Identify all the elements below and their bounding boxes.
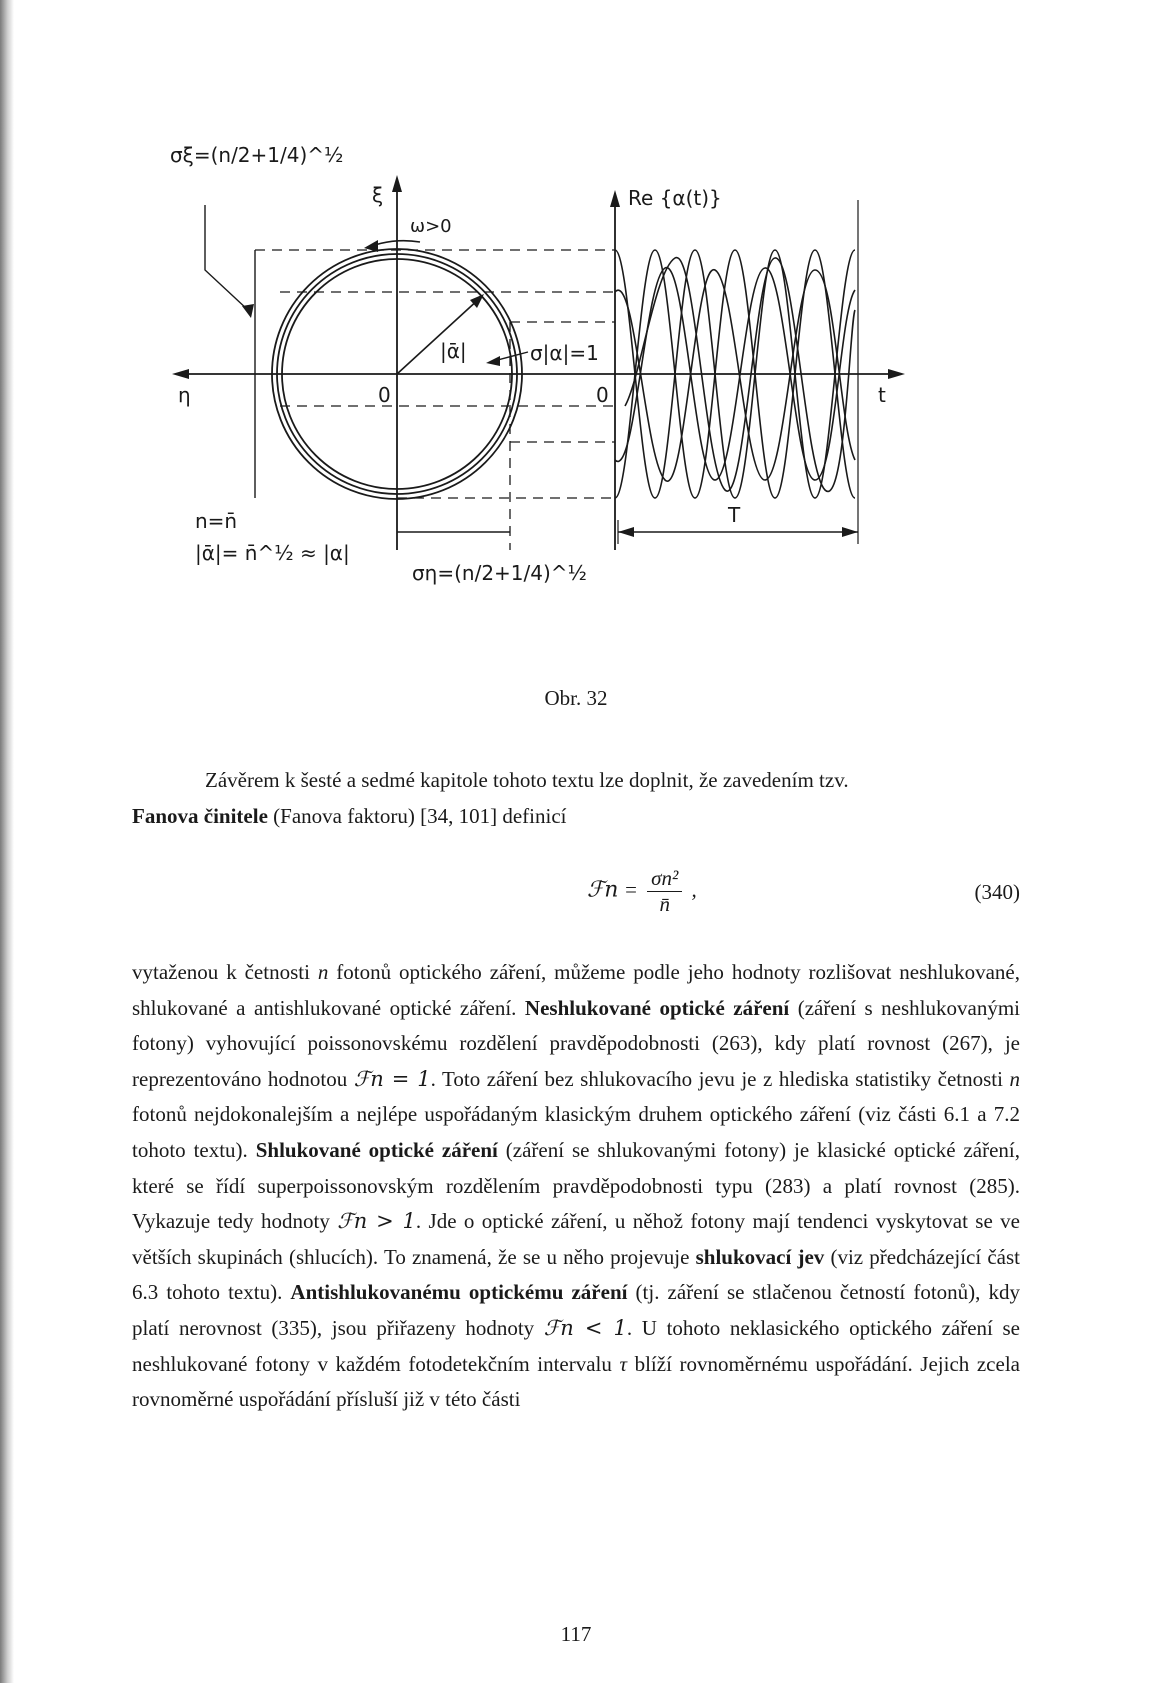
period-arrowhead-left: [618, 527, 634, 537]
re-axis-label: Re {α(t)}: [628, 186, 722, 210]
equation-body: [587, 866, 697, 917]
text-run: blíží rovnoměrnému uspořádání. Jejich zcela rovnoměrné uspořádání přísluší již v této části: [132, 1351, 1020, 1412]
eta-axis-label: η: [178, 383, 191, 407]
xi-axis-label: ξ: [372, 183, 384, 207]
radius-line: [397, 298, 480, 374]
intro-line-2: [132, 799, 1020, 835]
figure-drawing: [150, 130, 970, 690]
intro-paragraph: [132, 763, 1020, 834]
sigma-xi-arrowhead: [242, 304, 254, 318]
text-run: (záření s neshlukovanými fotony) vyhovující poissonovskému rozdělení pravděpodobnosti (263), kdy platí rovnost (267), je reprezentováno hodnotou: [132, 995, 1020, 1091]
text-run: . U tohoto neklasického optického záření se neshlukované fotony v každém fotodetekčním intervalu: [132, 1315, 1020, 1376]
text-run: . Toto záření bez shlukovacího jevu je z hlediska statistiky četnosti: [430, 1066, 1010, 1091]
text-run: (tj. záření se stlačenou četností fotonů), kdy platí nerovnost (335), jsou přiřazeny hodnoty: [132, 1280, 1020, 1340]
period-arrowhead-right: [842, 527, 858, 537]
text-run: (viz předcházející část 6.3 tohoto textu).: [132, 1244, 1021, 1305]
alpha-relation-label: |ᾱ|= n̄^½ ≈ |α|: [195, 541, 350, 565]
t-axis-label: t: [878, 383, 886, 407]
fano-greater-one: ℱn > 1: [337, 1209, 416, 1234]
origin-left-label: 0: [378, 383, 391, 407]
equation-lhs: ℱn: [587, 877, 619, 903]
fano-equal-one: ℱn = 1: [353, 1066, 431, 1091]
equation-comma: ,: [691, 877, 697, 902]
term-unbunched: Neshlukované optické záření: [524, 995, 790, 1020]
t-arrowhead: [888, 369, 905, 379]
sigma-eta-label: ση=(n/2+1/4)^½: [412, 561, 587, 585]
origin-right-label: 0: [596, 383, 609, 407]
text-run: . Jde o optické záření, u něhož fotony mají tendenci vyskytovat se ve větších skupinách (shlucích). To znamená, že se u něho projevuje: [132, 1209, 1020, 1269]
symbol-n: n: [1009, 1066, 1020, 1091]
term-bunched: Shlukované optické záření: [255, 1137, 498, 1162]
equation-fraction: [647, 866, 682, 917]
term-fano-factor: Fanova činitele: [132, 803, 268, 828]
equation-numerator: σn²: [647, 866, 682, 892]
period-label: T: [728, 503, 741, 527]
equation-340: [132, 866, 1020, 926]
omega-arrow: [372, 241, 420, 246]
intro-rest: (Fanova faktoru) [34, 101] definicí: [267, 803, 567, 828]
eta-arrowhead: [172, 369, 189, 379]
scan-edge-shadow: [0, 0, 14, 1683]
figure-32: [150, 130, 970, 690]
text-run: fotonů optického záření, můžeme podle jeho hodnoty rozlišovat neshlukované, shlukované a antishlukované optické záření.: [132, 960, 1020, 1020]
figure-caption: Obr. 32: [544, 686, 608, 710]
term-bunching-effect: shlukovací jev: [695, 1244, 825, 1269]
symbol-tau: τ: [619, 1351, 627, 1376]
text-run: vytaženou k četnosti: [132, 960, 318, 984]
alpha-bar-label: |ᾱ|: [440, 339, 467, 363]
term-antibunched: Antishlukovanému optickému záření: [290, 1280, 628, 1305]
fano-less-one: ℱn < 1: [543, 1315, 627, 1340]
text-run: (záření se shlukovanými fotony) je klasické optické záření, které se řídí superpoissonovským rozdělením pravděpodobnosti typu (283) a platí rovnost (285). Vykazuje tedy hodnoty: [132, 1137, 1021, 1234]
sigma-xi-label: σξ=(n/2+1/4)^½: [170, 143, 344, 167]
omega-label: ω>0: [410, 216, 452, 237]
sigma-alpha-label: σ|α|=1: [530, 341, 599, 365]
sigma-alpha-arrowhead: [486, 356, 500, 366]
symbol-n: n: [317, 960, 329, 984]
xi-arrowhead: [392, 175, 402, 192]
intro-line-1: Závěrem k šesté a sedmé kapitole tohoto textu lze doplnit, že zavedením tzv.: [205, 768, 849, 792]
text-run: fotonů nejdokonalejším a nejlépe uspořádaným klasickým druhem optického záření (viz části 6.1 a 7.2 tohoto textu).: [132, 1102, 1020, 1162]
main-paragraph: [132, 955, 1020, 1418]
re-arrowhead: [610, 190, 620, 207]
equation-denominator: n̄: [659, 892, 670, 916]
sigma-xi-leader: [205, 205, 248, 310]
equation-number: (340): [974, 880, 1020, 904]
page-number: 117: [560, 1622, 592, 1646]
projection-lines: [255, 250, 615, 550]
n-eq-label: n=n̄: [195, 509, 238, 533]
equation-equals: =: [623, 877, 638, 902]
